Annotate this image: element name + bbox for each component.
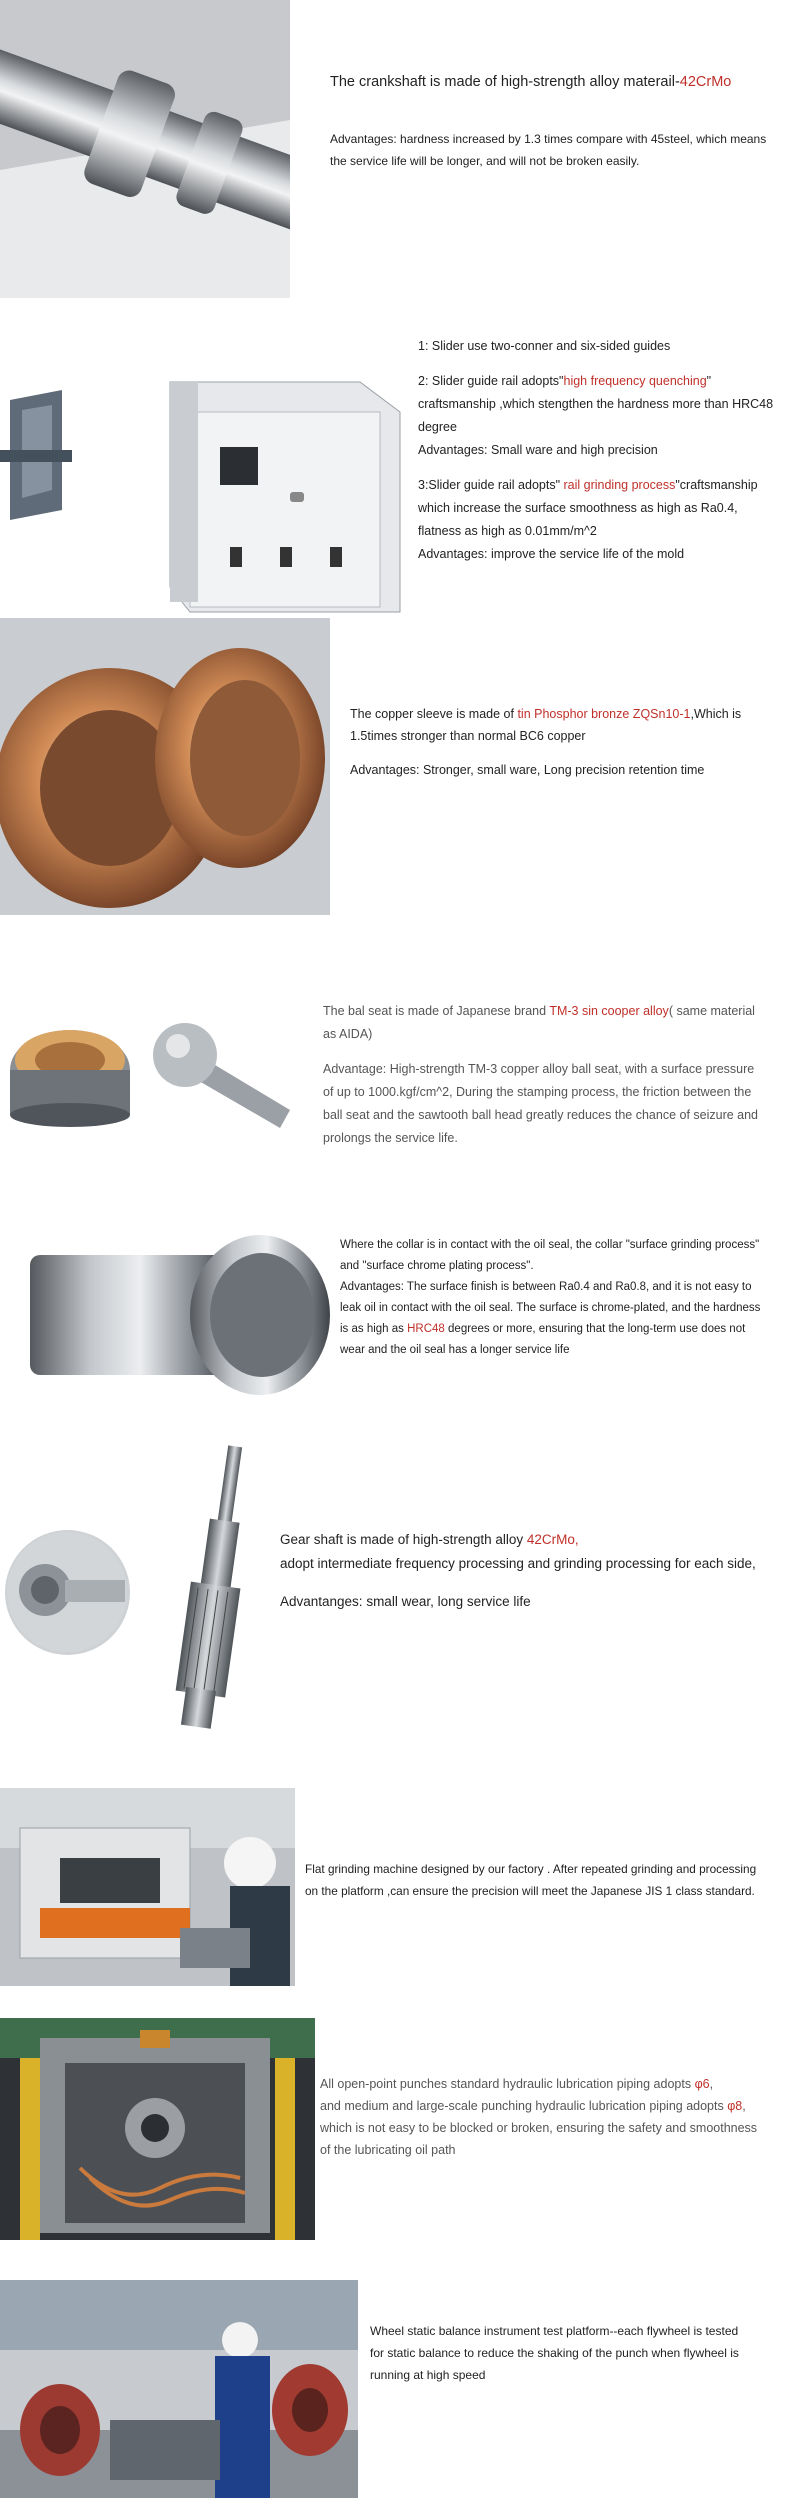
slider-point-3-line-2: which increase the surface smoothness as high as Ra0.4, xyxy=(418,501,738,515)
ball-seat-advantage-1: Advantage: High-strength TM-3 copper alloy ball seat, with a surface pressure xyxy=(323,1062,755,1076)
grinding-section xyxy=(0,1788,800,1988)
crankshaft-photo xyxy=(0,0,290,298)
slider-point-2-line-3: degree xyxy=(418,420,457,434)
flywheel-line-1: Wheel static balance instrument test platform--each flywheel is tested xyxy=(370,2324,739,2338)
copper-sleeve-advantage: Advantages: Stronger, small ware, Long precision retention time xyxy=(350,763,705,777)
crankshaft-material: 42CrMo xyxy=(679,74,732,90)
copper-sleeve-section xyxy=(0,618,800,918)
copper-sleeve-line-1: The copper sleeve is made of tin Phosphor bronze ZQSn10-1,Which is xyxy=(350,707,742,721)
collar-photo xyxy=(10,1225,340,1395)
grinding-line-2: on the platform ,can ensure the precision will meet the Japanese JIS 1 class standard. xyxy=(305,1884,755,1898)
collar-line-3: Advantages: The surface finish is between Ra0.4 and Ra0.8, and it is not easy to xyxy=(340,1281,752,1293)
collar-line-6: wear and the oil seal has a longer service life xyxy=(340,1344,570,1356)
crankshaft-advantage-line-2: the service life will be longer, and will not be broken easily. xyxy=(330,154,640,168)
ball-seat-advantage-2: of up to 1000.kgf/cm^2, During the stamping process, the friction between the xyxy=(323,1085,752,1099)
ball-seat-photo xyxy=(5,1015,135,1135)
lubrication-line-2: and medium and large-scale punching hydraulic lubrication piping adopts φ8, xyxy=(320,2099,746,2113)
gear-shaft-end-photo xyxy=(5,1530,130,1655)
lubrication-line-1: All open-point punches standard hydraulic lubrication piping adopts φ6, xyxy=(320,2077,714,2091)
grinding-machine-photo xyxy=(0,1788,295,1986)
crankshaft-section xyxy=(0,0,800,300)
gear-shaft-line-1: Gear shaft is made of high-strength alloy 42CrMo, xyxy=(280,1532,579,1547)
ball-seat-advantage-4: prolongs the service life. xyxy=(323,1131,458,1145)
collar-line-1: Where the collar is in contact with the oil seal, the collar "surface grinding process" xyxy=(340,1239,760,1251)
flywheel-line-2: for static balance to reduce the shaking of the punch when flywheel is xyxy=(370,2346,739,2360)
ball-seat-line-1: The bal seat is made of Japanese brand TM-3 sin cooper alloy( same material xyxy=(323,1004,755,1018)
ball-head-photo xyxy=(140,1010,300,1140)
slider-point-2-advantage: Advantages: Small ware and high precision xyxy=(418,443,658,457)
gear-shaft-advantage: Advantanges: small wear, long service life xyxy=(280,1594,531,1609)
collar-line-5: is as high as HRC48 degrees or more, ensuring that the long-term use does not xyxy=(340,1323,746,1335)
slider-point-3-advantage: Advantages: improve the service life of the mold xyxy=(418,547,685,561)
lubrication-line-4: of the lubricating oil path xyxy=(320,2143,456,2157)
slider-point-1: 1: Slider use two-conner and six-sided guides xyxy=(418,339,671,353)
slider-point-3-line-3: flatness as high as 0.01mm/m^2 xyxy=(418,524,597,538)
slider-point-2-line-2: craftsmanship ,which stengthen the hardness more than HRC48 xyxy=(418,397,774,411)
grinding-line-1: Flat grinding machine designed by our factory . After repeated grinding and processing xyxy=(305,1862,757,1876)
slider-section xyxy=(0,320,800,620)
slider-guide-photo xyxy=(0,380,72,530)
collar-line-4: leak oil in contact with the oil seal. The surface is chrome-plated, and the hardness xyxy=(340,1302,761,1314)
copper-sleeve-line-2: 1.5times stronger than normal BC6 copper xyxy=(350,729,586,743)
gear-shaft-photo xyxy=(160,1440,270,1735)
slider-photo xyxy=(130,372,415,622)
flywheel-line-3: running at high speed xyxy=(370,2368,486,2382)
gear-shaft-line-2: adopt intermediate frequency processing and grinding processing for each side, xyxy=(280,1556,756,1571)
lubrication-section xyxy=(0,2018,800,2243)
crankshaft-title: The crankshaft is made of high-strength alloy materail- xyxy=(330,74,680,90)
ball-seat-line-2: as AIDA) xyxy=(323,1027,373,1041)
lubrication-piping-photo xyxy=(0,2018,315,2240)
ball-seat-section xyxy=(0,960,800,1200)
lubrication-line-3: which is not easy to be blocked or broken, ensuring the safety and smoothness xyxy=(320,2121,758,2135)
flywheel-section xyxy=(0,2280,800,2500)
gear-shaft-section xyxy=(0,1440,800,1760)
slider-point-2: 2: Slider guide rail adopts"high frequency quenching" xyxy=(418,374,712,388)
slider-point-3: 3:Slider guide rail adopts" rail grinding process"craftsmanship xyxy=(418,478,758,492)
crankshaft-advantage-line-1: Advantages: hardness increased by 1.3 times compare with 45steel, which means xyxy=(330,132,767,146)
copper-sleeve-photo xyxy=(0,618,330,915)
ball-seat-advantage-3: ball seat and the sawtooth ball head greatly reduces the chance of seizure and xyxy=(323,1108,759,1122)
collar-section xyxy=(0,1210,800,1410)
flywheel-balance-photo xyxy=(0,2280,358,2498)
collar-line-2: and "surface chrome plating process". xyxy=(340,1260,534,1272)
